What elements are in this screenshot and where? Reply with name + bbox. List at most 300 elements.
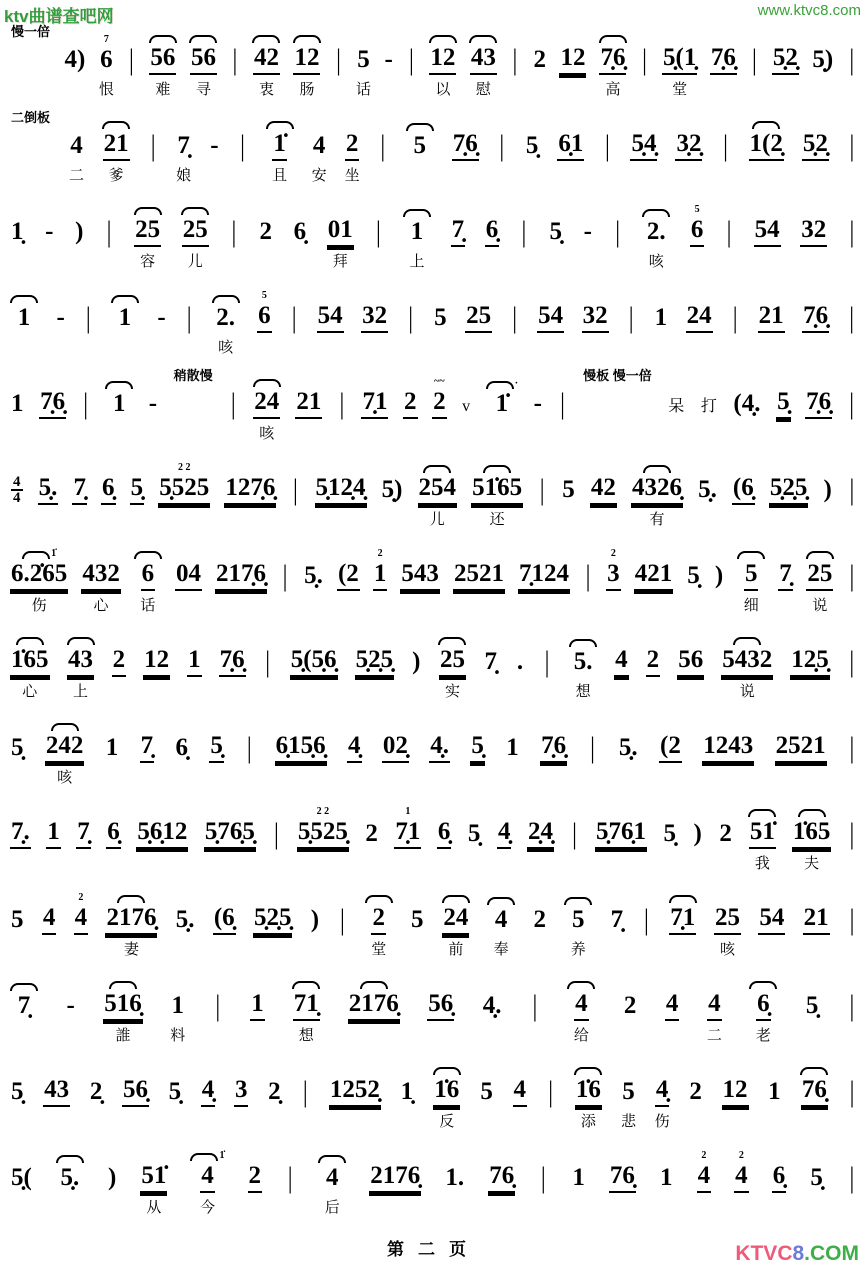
note-token: 4̣. (429, 716, 450, 796)
note-token: 2 坐 (345, 114, 360, 194)
note-token: 21 (295, 372, 322, 452)
slur-arc (752, 121, 780, 129)
note-token: 2. 咳 (642, 202, 670, 280)
note-token: 2. 咳 (212, 288, 240, 366)
note-token: 5̣2̣5̣ (253, 888, 293, 968)
note-token: 242 咳 (45, 716, 85, 796)
note-token: 6̣1 (557, 114, 584, 194)
slur-arc (642, 209, 670, 217)
slur-arc (433, 1067, 461, 1075)
note-token: 5̣ (663, 820, 676, 847)
grace-note: 2 2 (316, 806, 330, 817)
grace-note: 1̇ (219, 1150, 225, 1161)
note-token: 2 (719, 820, 732, 847)
note-token: 1̇65 心 (10, 630, 50, 710)
slur-arc (105, 381, 133, 389)
note-token: 2 4 (734, 1146, 749, 1226)
slur-arc (266, 121, 294, 129)
lyric-char: 堂 (371, 942, 387, 958)
lyric-char: 二 (706, 1028, 722, 1044)
note-token: 51̇65 还 (471, 458, 523, 538)
note-token: 6̣ (175, 734, 188, 761)
lyric-char: 难 (155, 82, 171, 98)
score-line (0, 624, 867, 710)
barline-glyph: | (572, 817, 577, 851)
slur-arc (10, 983, 38, 991)
lyric-char: 咳 (57, 770, 73, 786)
note-token: 5̣ (168, 1078, 182, 1105)
note-token: 1̣ (400, 1078, 414, 1105)
lyric-char: 还 (489, 512, 505, 528)
slur-arc (643, 465, 671, 473)
grace-note: · (514, 378, 519, 389)
note-token: 25 (465, 286, 492, 366)
note-token: 7̣6̣ (452, 114, 479, 194)
barline-glyph: | (849, 903, 855, 937)
lyric-char: 且 (272, 168, 288, 184)
note-token: ) (823, 476, 832, 503)
note-token: 2176̣ 妻 (105, 888, 157, 968)
barline-glyph: | (615, 215, 621, 249)
note-token: 1 (10, 288, 38, 366)
barline-glyph: | (150, 129, 156, 163)
barline-glyph: | (642, 43, 647, 77)
note-token: 51̇ 我 (748, 802, 776, 882)
note-token: 5̣2̣ (772, 28, 799, 108)
note-token: 56 难 (149, 28, 177, 108)
barline-glyph: | (585, 559, 591, 593)
note-token: 7 6 恨 (99, 30, 114, 108)
note-token: 42 衷 (252, 28, 280, 108)
note-token: 5̣. (618, 734, 638, 761)
barline-glyph: | (849, 989, 855, 1023)
note-token: 5. 想 (569, 632, 597, 710)
note-token: 56̣ (427, 974, 454, 1054)
site-url[interactable]: www.ktvc8.com (757, 2, 861, 19)
lyric-char: 想 (575, 684, 591, 700)
note-token: 2 2 5̣525̣ (297, 802, 349, 882)
note-token: ) (75, 218, 84, 245)
note-token: 5̣ (467, 820, 481, 847)
note-token: (2 (659, 716, 682, 796)
lyric-char: 安 (311, 168, 327, 184)
barline-glyph: | (499, 129, 505, 163)
lyric-char: 儿 (187, 254, 203, 270)
barline-glyph: | (215, 989, 221, 1023)
logo-text-ktvc: KTVC (735, 1242, 793, 1265)
barline-glyph: | (548, 1075, 554, 1109)
note-token: 7̣6̣ (39, 372, 66, 452)
note-token: 4̣ (497, 802, 512, 882)
grace-note: 2 (610, 548, 616, 559)
note-token: 7̣. (10, 802, 31, 882)
note-token: 12 (559, 28, 586, 108)
barline-glyph: | (339, 387, 345, 421)
tempo-label: 稍散慢 (173, 368, 213, 383)
barline-glyph: | (560, 387, 565, 421)
grace-note: 5 (261, 290, 267, 301)
lyric-char: 拜 (332, 254, 348, 270)
lyric-char: 前 (448, 942, 464, 958)
note-token: 2 (646, 630, 661, 710)
note-token: 2 (623, 992, 637, 1019)
lyric-char: 儿 (429, 512, 445, 528)
note-token: 4 二 (707, 974, 722, 1054)
note-token: (2 (337, 544, 360, 624)
note-token: 7̣ (140, 716, 155, 796)
note-token: 2 (365, 820, 378, 847)
note-token: 7̣ (76, 802, 91, 882)
barline-glyph: | (849, 1161, 855, 1195)
note-token: 5̣(1̣ 堂 (662, 28, 697, 108)
slur-arc (749, 981, 777, 989)
note-token: 1 (506, 734, 519, 761)
note-token: 1 (187, 630, 202, 710)
lyric-char: 从 (146, 1200, 162, 1216)
note-token: 2 (533, 46, 546, 73)
note-token: 5̣ (776, 372, 791, 452)
note-token: 4 后 (318, 1148, 346, 1226)
lyric-char: 容 (140, 254, 156, 270)
lyric-char: 实 (444, 684, 460, 700)
barline-glyph: | (376, 215, 381, 249)
note-token: 4 给 (567, 974, 595, 1054)
slur-arc (800, 1067, 828, 1075)
lyric-char: 誰 (115, 1028, 131, 1044)
barline-glyph: | (532, 989, 538, 1023)
note-token: ) (412, 648, 421, 675)
note-token: 5 6 (690, 200, 705, 280)
slur-arc (438, 637, 466, 645)
note-token: 5 细 (737, 544, 765, 624)
lyric-char: 咳 (720, 942, 736, 958)
note-token: 7̣ 娘 (176, 116, 191, 194)
slur-arc (102, 121, 130, 129)
note-token: - (210, 132, 219, 159)
note-token: 5 6 (257, 286, 272, 366)
slur-arc (51, 723, 79, 731)
tempo-label: 慢板 慢一倍 (583, 368, 652, 383)
grace-note: 2 (738, 1150, 744, 1161)
note-token: - (148, 390, 158, 417)
lyric-char: 伤 (31, 598, 47, 614)
barline-glyph: | (539, 473, 545, 507)
lyric-char: 给 (573, 1028, 589, 1044)
slur-arc (403, 209, 431, 217)
score-line (0, 194, 867, 280)
note-token: 76̣ (800, 1060, 828, 1140)
note-token: 5̣. (304, 562, 323, 589)
note-token: 1̇ 6.2̇65 伤 (10, 544, 68, 624)
tempo-label: 二倒板 (11, 110, 51, 125)
note-token: 254 儿 (418, 458, 458, 538)
slur-arc (487, 897, 515, 905)
note-token: 32 (361, 286, 388, 366)
barline-glyph: | (512, 301, 518, 335)
note-token: 7̣ (10, 976, 38, 1054)
note-token: 1252̣ (329, 1060, 381, 1140)
note-token: 7̣1 (669, 888, 697, 968)
note-token: 25 说 (806, 544, 834, 624)
note-token: 543 (400, 544, 440, 624)
lyric-char: 添 (580, 1114, 596, 1130)
note-token: 12̣5̣ (790, 630, 830, 710)
note-token: 1 上 (403, 202, 431, 280)
note-token: - (157, 304, 166, 331)
barline-glyph: | (106, 215, 112, 249)
note-token: 7̣6̣ (710, 28, 737, 108)
slur-arc (748, 809, 776, 817)
slur-arc (149, 35, 177, 43)
barline-glyph: | (273, 817, 279, 851)
note-token: 1 (660, 1164, 673, 1191)
barline-glyph: | (590, 731, 595, 765)
grace-note: 1̇ (51, 548, 57, 559)
barline-glyph: | (849, 645, 855, 679)
score-line (0, 366, 867, 452)
note-token: 5̣2̣ (802, 114, 829, 194)
note-token: . (516, 648, 524, 675)
grace-note: 2 (377, 548, 383, 559)
note-token: 2176̣ (369, 1146, 421, 1226)
slur-arc (67, 637, 95, 645)
note-token: 25 实 (438, 630, 466, 710)
note-token: 6̣ (437, 802, 452, 882)
note-token: 1̇6 添 (574, 1060, 602, 1140)
slur-arc (318, 1155, 346, 1163)
barline-glyph: | (849, 473, 855, 507)
barline-glyph: | (726, 215, 732, 249)
note-token: 1 (572, 1164, 585, 1191)
score-line (0, 968, 867, 1054)
note-token: 2 1 (373, 544, 388, 624)
note-token: 2521 (775, 716, 827, 796)
slur-arc (564, 897, 592, 905)
note-token: 21 爹 (102, 114, 130, 194)
note-token: 4 (42, 888, 57, 968)
note-token: 5 (411, 906, 424, 933)
lyric-char: 话 (356, 82, 372, 98)
barline-glyph: | (129, 43, 134, 77)
note-token: 6̣ (293, 218, 307, 245)
lyric-char: 寻 (195, 82, 211, 98)
note-token: - (56, 304, 65, 331)
slur-arc (190, 1153, 218, 1161)
note-token: 2̣ (268, 1078, 281, 1105)
lyric-char: 衷 (258, 82, 274, 98)
note-token: 5̣ (11, 1078, 24, 1105)
lyric-char: 有 (649, 512, 665, 528)
note-token: 5̣2̣5̣ (355, 630, 395, 710)
note-token: 51̇ 从 (140, 1146, 167, 1226)
note-token: 4 二 (69, 116, 84, 194)
note-token: 5̣ (810, 1164, 823, 1191)
note-token: 6 话 (134, 544, 162, 624)
score-line (0, 1054, 867, 1140)
note-token: 7̣ (451, 200, 466, 280)
barline-glyph: | (849, 387, 855, 421)
note-token: 421 (634, 544, 674, 624)
note-token: 43 慰 (469, 28, 497, 108)
slur-arc (293, 35, 321, 43)
slur-arc (16, 637, 44, 645)
score-line (0, 710, 867, 796)
slur-arc (406, 123, 434, 131)
note-token: (6̣ (213, 888, 236, 968)
lyric-char: 老 (755, 1028, 771, 1044)
note-token: 4) (64, 46, 86, 73)
barline-glyph: | (336, 43, 341, 77)
lyric-char: 上 (73, 684, 89, 700)
slur-arc (737, 551, 765, 559)
slur-arc (252, 35, 280, 43)
note-token: - (384, 46, 393, 73)
note-token: 5̣4̣ (630, 114, 657, 194)
barline-glyph: | (849, 301, 855, 335)
note-token: 24 前 (442, 888, 470, 968)
note-token: 1̇ 4 今 (190, 1146, 224, 1226)
lyric-char: 以 (435, 82, 451, 98)
slur-arc (10, 295, 38, 303)
note-token: 5̣ (549, 218, 563, 245)
note-token: 56 (677, 630, 704, 710)
note-token: 25 容 (134, 200, 162, 280)
lyric-char: 夫 (804, 856, 820, 872)
note-token: 1 (250, 974, 265, 1054)
note-token: - (583, 218, 592, 245)
score-line (0, 280, 867, 366)
note-token: 5 (480, 1078, 493, 1105)
note-token: 5̣. (38, 458, 59, 538)
lyric-char: 料 (170, 1028, 186, 1044)
note-token: 5̣2̣5̣ (769, 458, 809, 538)
slur-arc (292, 981, 320, 989)
note-token: 5 (406, 116, 434, 194)
note-token: 1̇6 反 (433, 1060, 461, 1140)
note-token: 56 寻 (189, 28, 217, 108)
barline-glyph: | (605, 129, 610, 163)
slur-arc (423, 465, 451, 473)
note-token: 1̇ 且 (266, 114, 294, 194)
site-logo[interactable] (735, 1242, 859, 1266)
barline-glyph: | (340, 903, 345, 937)
note-token: 2 (403, 372, 418, 452)
note-token: 2176̣ (348, 974, 400, 1054)
slur-arc (567, 981, 595, 989)
note-token: 71̣ 想 (292, 974, 320, 1054)
note-token: 25 儿 (181, 200, 209, 280)
note-token: 32 (800, 200, 827, 280)
note-token: 1 7̣1 (394, 802, 421, 882)
lyric-char: 悲 (621, 1114, 637, 1130)
slur-arc (669, 895, 697, 903)
lyric-char: 上 (409, 254, 425, 270)
barline-glyph: | (282, 559, 288, 593)
note-token: 2̣ (89, 1078, 103, 1105)
slur-arc (483, 465, 511, 473)
barline-glyph: | (751, 43, 757, 77)
barline-glyph: | (287, 1161, 293, 1195)
logo-text-com: .COM (804, 1242, 859, 1265)
note-token: 5̣76̣5̣ (204, 802, 256, 882)
slur-arc (253, 379, 281, 387)
note-token: 1 (11, 390, 24, 417)
slur-arc (365, 895, 393, 903)
note-token: 5̣. (175, 906, 195, 933)
note-token: 5̣) (812, 46, 834, 73)
note-token: 2 (248, 1146, 263, 1226)
barline-glyph: | (849, 215, 855, 249)
grace-note: 7 (103, 34, 109, 45)
note-token: 1 (105, 734, 119, 761)
lyric-char: 我 (754, 856, 770, 872)
barline-glyph: | (628, 301, 634, 335)
barline-glyph: | (849, 817, 855, 851)
note-token: 43 (43, 1060, 70, 1140)
site-watermark: ktv曲谱查吧网 (4, 7, 114, 26)
barline-glyph: | (85, 301, 91, 335)
barline-glyph: | (246, 731, 252, 765)
slur-arc (134, 207, 162, 215)
note-token: 2 3 (606, 544, 621, 624)
note-token: 4 (614, 630, 629, 710)
lyric-char: 细 (743, 598, 759, 614)
score-line (0, 452, 867, 538)
barline-glyph: | (302, 1075, 308, 1109)
note-token: 2 (533, 906, 546, 933)
note-token: 5̣ (209, 716, 224, 796)
note-token: 2 4 (697, 1146, 712, 1226)
score-line (0, 538, 867, 624)
note-token: 7̣6̣ (540, 716, 567, 796)
note-token: 1243 (702, 716, 754, 796)
slur-arc (574, 1067, 602, 1075)
note-token: 1̣ (11, 218, 24, 245)
slur-arc (486, 381, 514, 389)
note-token: 7̣6̣ (805, 372, 832, 452)
grace-note: 5 (694, 204, 700, 215)
note-token: 54 (537, 286, 564, 366)
note-token: 1. (445, 1164, 465, 1191)
grace-note: ~~ (434, 376, 445, 387)
slur-arc (212, 295, 240, 303)
note-token: 3̣2̣ (675, 114, 702, 194)
slur-arc (442, 895, 470, 903)
score-sheet (0, 22, 867, 1226)
grace-note: 1 (405, 806, 411, 817)
note-token: 24 (686, 286, 713, 366)
note-token: 43 上 (67, 630, 95, 710)
note-token: (4̣. (733, 390, 761, 417)
note-token: 7̣6̣ 高 (599, 28, 627, 108)
barline-glyph: | (408, 301, 414, 335)
score-line (0, 882, 867, 968)
barline-glyph: | (723, 129, 728, 163)
lyric-char: 咳 (259, 426, 275, 442)
note-token: 1 (105, 374, 133, 452)
barline-glyph: | (230, 387, 236, 421)
note-token: 2 堂 (365, 888, 393, 968)
note-token: 2 2 5̣525 (158, 458, 210, 538)
barline-glyph: | (291, 301, 297, 335)
note-token: 127̣6̣ (224, 458, 276, 538)
note-token: 4 (665, 974, 680, 1054)
slur-arc (181, 207, 209, 215)
note-token: 4326̣ 有 (631, 458, 683, 538)
lyric-char: 娘 (176, 168, 192, 184)
note-token: 4̣ 伤 (655, 1060, 670, 1140)
slur-arc (429, 35, 457, 43)
